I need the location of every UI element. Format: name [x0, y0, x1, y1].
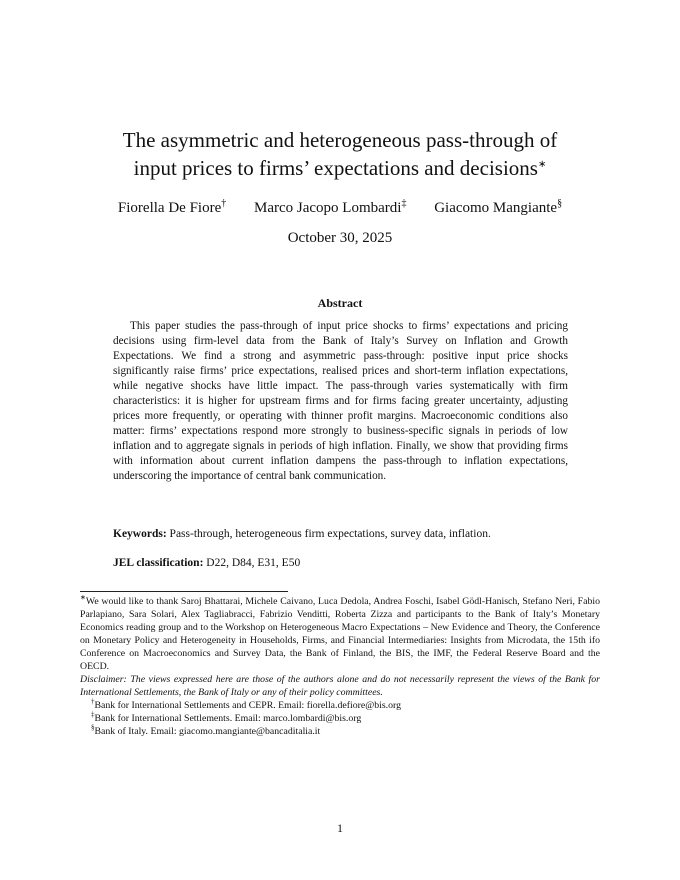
author-1 [118, 200, 226, 217]
author-2 [254, 200, 406, 217]
jel-text: D22, D84, E31, E50 [206, 557, 301, 569]
keywords-label: Keywords: [113, 528, 167, 540]
abstract-body: This paper studies the pass-through of input price shocks to firms’ expectations and pricing decisions using firm-level data from the Bank of Italy’s Survey on Inflation and Growth Expectations. We find a strong and asymmetric pass-through: positive input price shocks significantly raise firms’ price expectations, realised prices and short-term inflation expectations, while negative shocks have little impact. The pass-through varies systematically with firm characteristics: it is higher for upstream firms and for firms facing greater uncertainty, adjusting prices more frequently, or operating with thinner profit margins. Macroeconomic conditions also matter: firms’ expectations respond more strongly to business-specific signals in periods of low inflation and to aggregate signals in periods of high inflation. Finally, we show that providing firms with information about current inflation dampens the pass-through to inflation expectations, underscoring the importance of central bank communication. [113, 320, 568, 482]
jel-label: JEL classification: [113, 557, 204, 569]
affiliation-3-mark: § [91, 723, 95, 732]
affiliation-2-mark: ‡ [91, 710, 95, 719]
affiliation-1-text: Bank for International Settlements and CEPR. Email: fiorella.defiore@bis.org [94, 700, 401, 711]
footnote-disclaimer: Disclaimer: The views expressed here are those of the authors alone and do not necessarily represent the views of the Bank for International Settlements, the Bank of Italy or any of their policy committees. [80, 674, 600, 698]
author-1-mark: † [221, 198, 227, 209]
keywords-text: Pass-through, heterogeneous firm expectations, survey data, inflation. [169, 528, 491, 540]
footnote-affiliation-2 [80, 712, 600, 725]
title-line-2-text: input prices to firms’ expectations and decisions [133, 156, 538, 180]
author-list [60, 200, 620, 217]
title-line-1: The asymmetric and heterogeneous pass-through of [122, 128, 558, 152]
abstract-heading: Abstract [317, 296, 363, 310]
author-1-name: Fiorella De Fiore [117, 200, 222, 216]
affiliation-2-text: Bank for International Settlements. Email: marco.lombardi@bis.org [94, 713, 362, 724]
paper-title [70, 126, 610, 182]
footnote-affiliation-1 [80, 699, 600, 712]
affiliation-1-mark: † [91, 697, 95, 706]
author-3-name: Giacomo Mangiante [434, 200, 558, 216]
footnotes [80, 595, 600, 738]
paper-date: October 30, 2025 [287, 230, 393, 246]
title-footnote-mark: ∗ [537, 159, 547, 170]
title-line-2 [70, 154, 610, 182]
footnote-affiliation-3 [80, 725, 600, 738]
author-3 [434, 200, 562, 217]
page-number: 1 [337, 821, 343, 835]
jel-line [113, 557, 613, 569]
author-3-mark: § [557, 198, 563, 209]
keywords-line [113, 528, 613, 540]
footnote-acknowledgement [80, 595, 600, 673]
footnote-rule [80, 591, 288, 592]
author-2-name: Marco Jacopo Lombardi [253, 200, 402, 216]
author-2-mark: ‡ [401, 198, 407, 209]
affiliation-3-text: Bank of Italy. Email: giacomo.mangiante@bancaditalia.it [94, 726, 321, 737]
acknowledgement-text: We would like to thank Saroj Bhattarai, Michele Caivano, Luca Dedola, Andrea Foschi, Isabel Gödl-Hanisch, Stefano Neri, Fabio Parlapiano, Sara Solari, Alex Tagliabracci, Fabrizio Venditti, Roberta Zizza and participants to the Bank of Italy’s Monetary Economics reading group and to the Workshop on Heterogeneous Macro Expectations – New Evidence and Theory, the Conference on Monetary Policy and Heterogeneity in Households, Firms, and Financial Intermediaries: Insights from Microdata, the 15th ifo Conference on Macroeconomics and Survey Data, the Bank of Finland, the BIS, the IMF, the Federal Reserve Board and the OECD. [80, 596, 600, 672]
acknowledgement-mark: ∗ [80, 593, 86, 602]
